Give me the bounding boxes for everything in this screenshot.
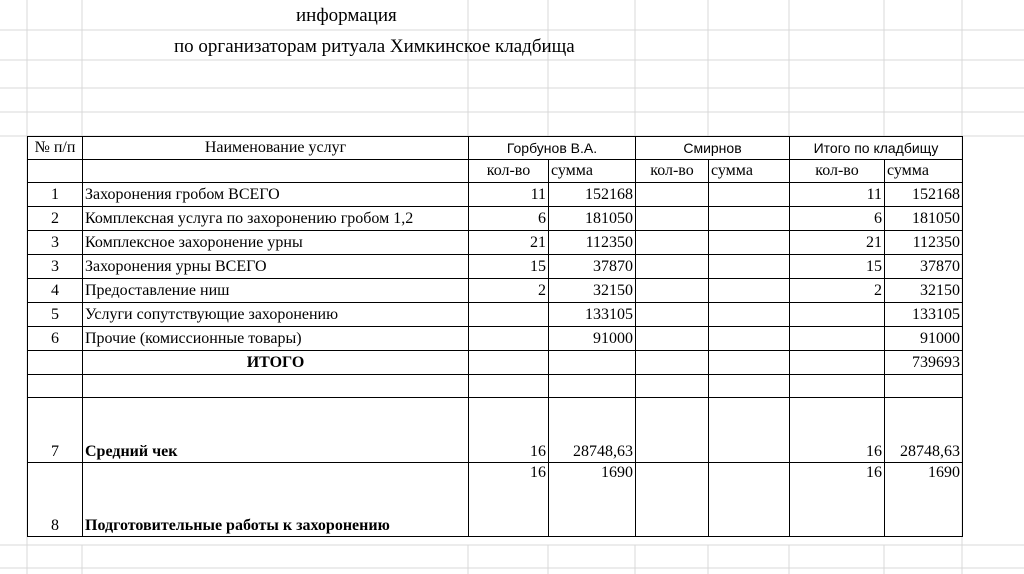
smirnov-sum	[709, 183, 790, 207]
gorbunov-sum: 133105	[549, 303, 636, 327]
gorbunov-qty	[469, 303, 549, 327]
total-qty: 16	[790, 398, 885, 463]
cell	[790, 351, 885, 375]
gorbunov-sum: 112350	[549, 231, 636, 255]
gorbunov-qty: 16	[469, 463, 549, 537]
col-header-num: № п/п	[28, 137, 83, 160]
total-sum: 112350	[885, 231, 963, 255]
row-name: Прочие (комиссионные товары)	[83, 327, 469, 351]
col-header-smirnov: Смирнов	[636, 137, 790, 160]
row-num: 7	[28, 398, 83, 463]
total-sum: 32150	[885, 279, 963, 303]
services-table	[27, 136, 963, 537]
row-name: Подготовительные работы к захоронению	[83, 463, 469, 537]
smirnov-qty	[636, 279, 709, 303]
total-sum: 133105	[885, 303, 963, 327]
gorbunov-qty: 6	[469, 207, 549, 231]
smirnov-sum	[709, 279, 790, 303]
row-name: Захоронения урны ВСЕГО	[83, 255, 469, 279]
cell	[28, 160, 83, 183]
total-qty: 11	[790, 183, 885, 207]
avg-check-row	[28, 398, 963, 463]
smirnov-qty	[636, 303, 709, 327]
table-row	[28, 279, 963, 303]
table-row	[28, 183, 963, 207]
gorbunov-sum: 181050	[549, 207, 636, 231]
gorbunov-qty: 11	[469, 183, 549, 207]
total-qty: 16	[790, 463, 885, 537]
subheader-qty: кол-во	[790, 160, 885, 183]
gorbunov-sum: 1690	[549, 463, 636, 537]
row-name: Комплексное захоронение урны	[83, 231, 469, 255]
row-name: Захоронения гробом ВСЕГО	[83, 183, 469, 207]
total-sum: 181050	[885, 207, 963, 231]
table-row	[28, 231, 963, 255]
smirnov-sum	[709, 327, 790, 351]
col-header-total: Итого по кладбищу	[790, 137, 963, 160]
row-num: 8	[28, 463, 83, 537]
total-qty	[790, 327, 885, 351]
smirnov-qty	[636, 255, 709, 279]
header-row-2	[28, 160, 963, 183]
row-name: Услуги сопутствующие захоронению	[83, 303, 469, 327]
table-row	[28, 327, 963, 351]
row-num: 5	[28, 303, 83, 327]
total-sum: 1690	[885, 463, 963, 537]
cell	[28, 351, 83, 375]
total-sum: 152168	[885, 183, 963, 207]
cell	[549, 351, 636, 375]
total-sum: 37870	[885, 255, 963, 279]
subheader-sum: сумма	[709, 160, 790, 183]
cell	[709, 463, 790, 537]
smirnov-qty	[636, 231, 709, 255]
gorbunov-sum: 152168	[549, 183, 636, 207]
gorbunov-qty: 2	[469, 279, 549, 303]
row-num: 4	[28, 279, 83, 303]
table-row	[28, 255, 963, 279]
cell	[636, 463, 709, 537]
gorbunov-sum: 32150	[549, 279, 636, 303]
subheader-qty: кол-во	[469, 160, 549, 183]
gorbunov-qty	[469, 327, 549, 351]
row-num: 2	[28, 207, 83, 231]
smirnov-sum	[709, 207, 790, 231]
smirnov-qty	[636, 327, 709, 351]
total-sum: 91000	[885, 327, 963, 351]
subheader-qty: кол-во	[636, 160, 709, 183]
row-num: 6	[28, 327, 83, 351]
subheader-sum: сумма	[549, 160, 636, 183]
smirnov-sum	[709, 255, 790, 279]
row-name: Средний чек	[83, 398, 469, 463]
report-subtitle: по организаторам ритуала Химкинское кладбища	[174, 36, 575, 57]
table-row	[28, 207, 963, 231]
total-row	[28, 351, 963, 375]
gorbunov-qty: 21	[469, 231, 549, 255]
table-row	[28, 303, 963, 327]
smirnov-sum	[709, 303, 790, 327]
prep-work-row	[28, 463, 963, 537]
cell	[709, 398, 790, 463]
total-qty: 2	[790, 279, 885, 303]
total-qty: 15	[790, 255, 885, 279]
total-sum: 28748,63	[885, 398, 963, 463]
smirnov-qty	[636, 207, 709, 231]
grand-total-sum: 739693	[885, 351, 963, 375]
col-header-gorbunov: Горбунов В.А.	[469, 137, 636, 160]
cell	[83, 160, 469, 183]
row-num: 3	[28, 231, 83, 255]
smirnov-qty	[636, 183, 709, 207]
row-name: Комплексная услуга по захоронению гробом 1,2	[83, 207, 469, 231]
smirnov-sum	[709, 231, 790, 255]
empty-row	[28, 375, 963, 398]
header-row-1	[28, 137, 963, 160]
total-qty	[790, 303, 885, 327]
row-num: 3	[28, 255, 83, 279]
gorbunov-qty: 15	[469, 255, 549, 279]
gorbunov-sum: 37870	[549, 255, 636, 279]
cell	[709, 351, 790, 375]
row-num: 1	[28, 183, 83, 207]
report-title: информация	[296, 5, 397, 26]
cell	[636, 398, 709, 463]
cell	[469, 351, 549, 375]
gorbunov-qty: 16	[469, 398, 549, 463]
row-name: Предоставление ниш	[83, 279, 469, 303]
total-label: ИТОГО	[83, 351, 469, 375]
total-qty: 21	[790, 231, 885, 255]
col-header-name: Наименование услуг	[83, 137, 469, 160]
cell	[636, 351, 709, 375]
gorbunov-sum: 91000	[549, 327, 636, 351]
gorbunov-sum: 28748,63	[549, 398, 636, 463]
subheader-sum: сумма	[885, 160, 963, 183]
total-qty: 6	[790, 207, 885, 231]
